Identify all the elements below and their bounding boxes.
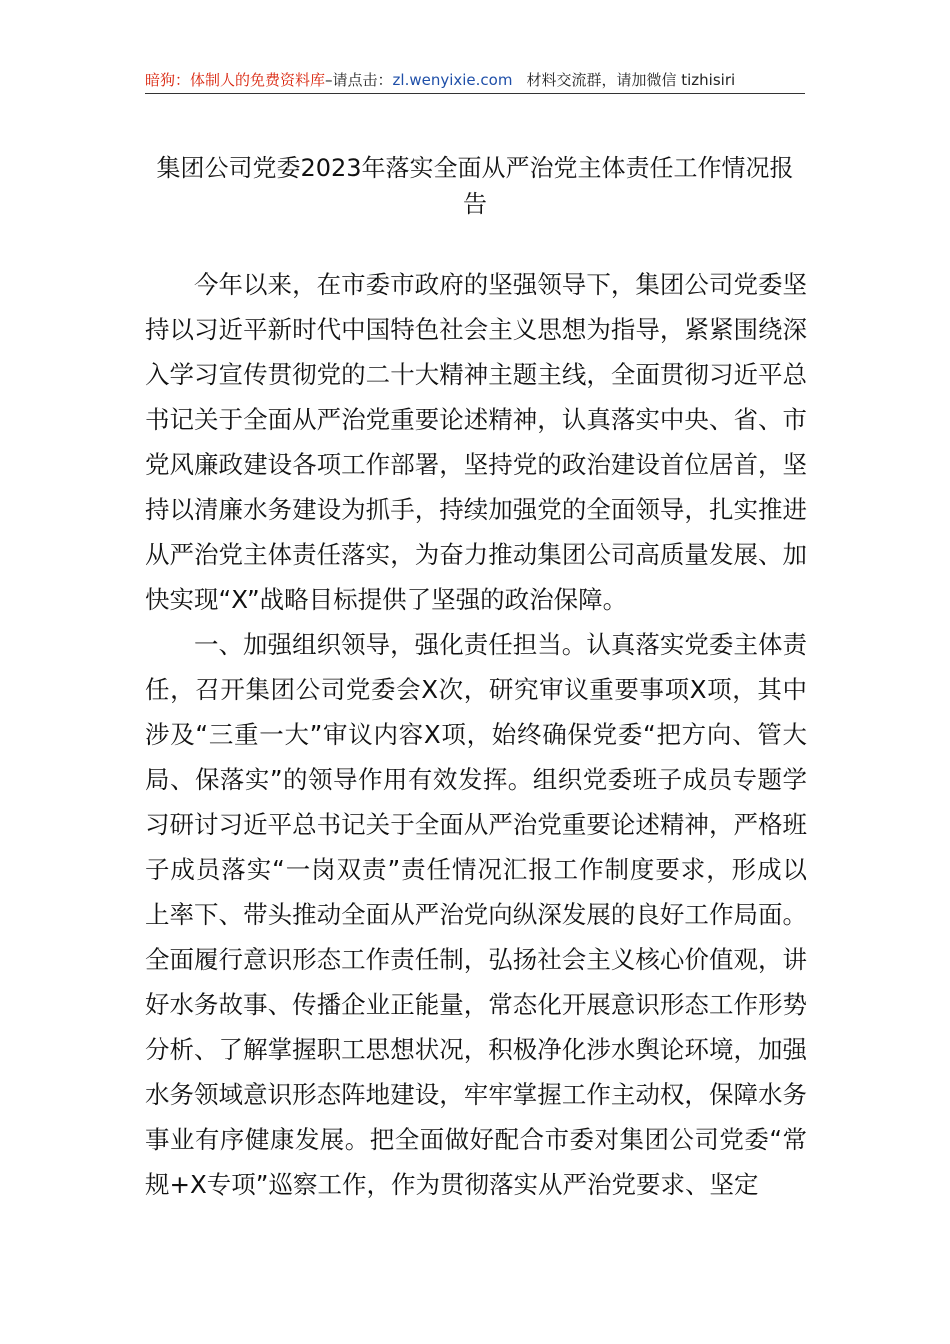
paragraph: 今年以来，在市委市政府的坚强领导下，集团公司党委坚持以习近平新时代中国特色社会主义思想为指导，紧紧围绕深入学习宣传贯彻党的二十大精神主题主线，全面贯彻习近平总书记关于全面从严治党重要论述精神，认真落实中央、省、市党风廉政建设各项工作部署，坚持党的政治建设首位居首，坚持以清廉水务建设为抓手，持续加强党的全面领导，扎实推进从严治党主体责任落实，为奋力推动集团公司高质量发展、加快实现“X”战略目标提供了坚强的政治保障。 (145, 270, 807, 614)
header-divider (145, 93, 805, 94)
header-source-text: 暗狗：体制人的免费资料库 (145, 71, 326, 89)
header-click-label: –请点击： (325, 71, 393, 89)
header-wechat-note: 材料交流群，请加微信 tizhisiri (526, 71, 736, 89)
document-title: 集团公司党委2023年落实全面从严治党主体责任工作情况报告 (156, 154, 794, 218)
document-body (145, 262, 807, 1207)
header-url-link[interactable]: zl.wenyixie.com (392, 71, 513, 89)
paragraph: 一、加强组织领导，强化责任担当。认真落实党委主体责任，召开集团公司党委会X次，研究审议重要事项X项，其中涉及“三重一大”审议内容X项，始终确保党委“把方向、管大局、保落实”的领导作用有效发挥。组织党委班子成员专题学习研讨习近平总书记关于全面从严治党重要论述精神，严格班子成员落实“一岗双责”责任情况汇报工作制度要求，形成以上率下、带头推动全面从严治党向纵深发展的良好工作局面。全面履行意识形态工作责任制，弘扬社会主义核心价值观，讲好水务故事、传播企业正能量，常态化开展意识形态工作形势分析、了解掌握职工思想状况，积极净化涉水舆论环境，加强水务领域意识形态阵地建设，牢牢掌握工作主动权，保障水务事业有序健康发展。把全面做好配合市委对集团公司党委“常规+X专项”巡察工作，作为贯彻落实从严治党要求、坚定 (145, 630, 807, 1199)
document-header (145, 68, 805, 92)
